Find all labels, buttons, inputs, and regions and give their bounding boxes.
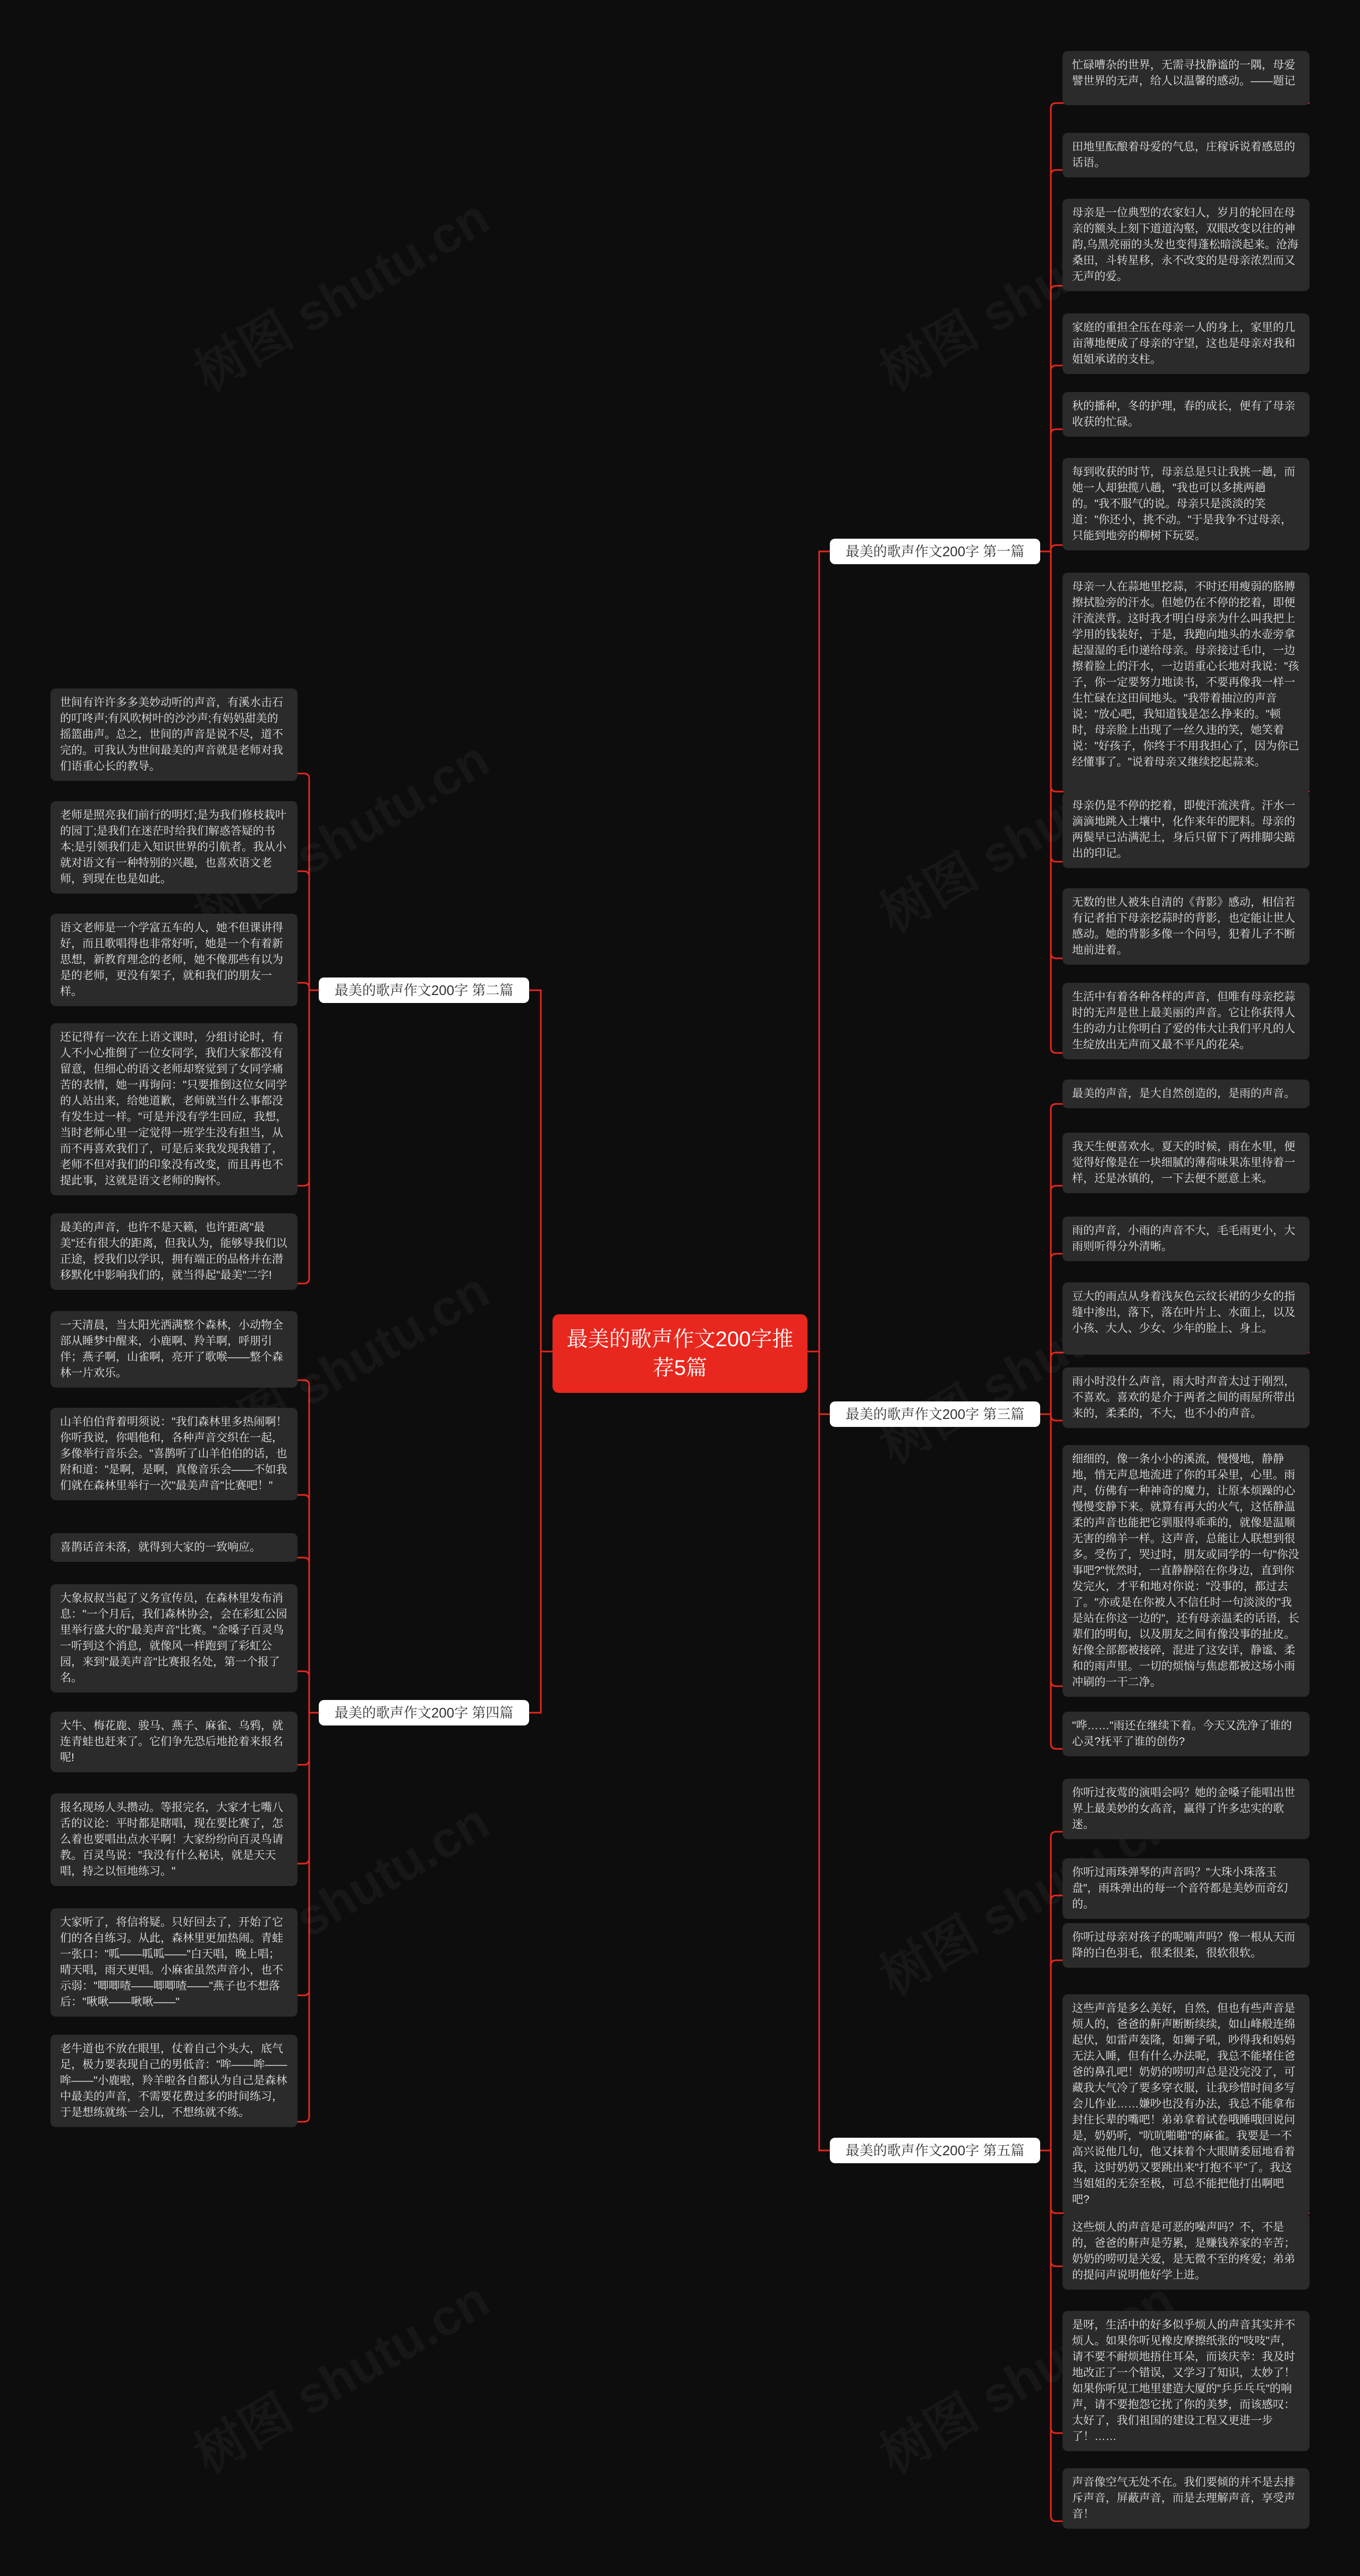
leaf-node[interactable]: 忙碌嘈杂的世界，无需寻找静谧的一隅，母爱譬世界的无声，给人以温馨的感动。——题记 — [1062, 51, 1310, 105]
leaf-node[interactable]: 你听过母亲对孩子的呢喃声吗？像一根从天而降的白色羽毛，很柔很柔，很软很软。 — [1062, 1923, 1310, 1968]
leaf-node[interactable]: 你听过夜莺的演唱会吗？她的金嗓子能唱出世界上最美妙的女高音，赢得了许多忠实的歌迷。 — [1062, 1779, 1310, 1839]
leaf-node[interactable]: 老师是照亮我们前行的明灯;是为我们修枝栽叶的园丁;是我们在迷茫时给我们解惑答疑的书本;是引领我们走入知识世界的引航者。我从小就对语文有一种特别的兴趣，也喜欢语文老师，到现在也是如此。 — [50, 801, 298, 894]
leaf-node[interactable]: 语文老师是一个学富五车的人，她不但课讲得好，而且歌唱得也非常好听，她是一个有着新思想，新教育理念的老师，她不像那些有以为是的老师，更没有架子，就和我们的朋友一样。 — [50, 914, 298, 1006]
leaf-node[interactable]: 大牛、梅花鹿、骏马、燕子、麻雀、乌鸦，就连青蛙也赶来了。它们争先恐后地抢着来报名呢! — [50, 1712, 298, 1772]
leaf-node[interactable]: 豆大的雨点从身着浅灰色云纹长裙的少女的指缝中渗出，落下，落在叶片上、水面上，以及小孩、大人、少女、少年的脸上、身上。 — [1062, 1282, 1310, 1355]
root-branch-connector — [808, 1351, 830, 2150]
leaf-node[interactable]: 细细的，像一条小小的溪流，慢慢地，静静地，悄无声息地流进了你的耳朵里，心里。雨声，仿佛有一种神奇的魔力，让原本烦躁的心慢慢变静下来。就算有再大的火气，这恬静温柔的声音也能把它驯服得乖乖的，就像是温顺无害的绵羊一样。这声音，总能让人联想到很多。受伤了，哭过时，朋友或同学的一句"你没事吧?"恍然时，一直静静陪在你身边，直到你发完火，才平和地对你说："没事的，都过去了。"亦或是在你被人不信任时一句淡淡的"我是站在你这一边的"，还有母亲温柔的话语，长辈们的明旬，以及朋友之间有像没事的扯皮。好像全部都被接碎，混进了这安详，静谧、柔和的雨声里。一切的烦恼与焦虑都被这场小雨冲刷的一干二净。 — [1062, 1445, 1310, 1697]
leaf-node[interactable]: 每到收获的时节，母亲总是只让我挑一趟，而她一人却独揽八趟，"我也可以多挑两趟的。"我不服气的说。母亲只是淡淡的笑道："你还小，挑不动。"于是我争不过母亲，只能到地旁的柳树下玩耍。 — [1062, 458, 1310, 550]
leaf-node[interactable]: 是呀，生活中的好多似乎烦人的声音其实并不烦人。如果你听见橡皮摩擦纸张的"吱吱"声，请不要不耐烦地捂住耳朵，而该庆幸：我及时地改正了一个错误，又学习了知识，太妙了！如果你听见工地里建造大厦的"乒乒乓乓"的响声，请不要抱怨它扰了你的美梦，而该感叹：太好了，我们祖国的建设工程又更进一步了！…… — [1062, 2311, 1310, 2451]
root-branch-connector — [529, 990, 552, 1351]
leaf-node[interactable]: 报名现场人头攒动。等报完名，大家才七嘴八舌的议论：平时都是瞎唱，现在要比赛了，怎么着也要唱出点水平啊！大家纷纷向百灵鸟请教。百灵鸟说："我没有什么秘诀，就是天天唱，持之以恒地练习。" — [50, 1793, 298, 1886]
leaf-node[interactable]: 你听过雨珠弹琴的声音吗？"大珠小珠落玉盘"，雨珠弹出的每一个音符都是美妙而奇幻的。 — [1062, 1858, 1310, 1919]
leaf-node[interactable]: "哗……"雨还在继续下着。今天又洗净了谁的心灵?抚平了谁的创伤? — [1062, 1712, 1310, 1756]
branch-topic-3[interactable]: 最美的歌声作文200字 第三篇 — [830, 1401, 1040, 1427]
leaf-node[interactable]: 无数的世人被朱自清的《背影》感动，相信若有记者拍下母亲挖蒜时的背影，也定能让世人感动。她的背影多像一个问号，犯着儿子不断地前进着。 — [1062, 888, 1310, 965]
leaf-node[interactable]: 我天生便喜欢水。夏天的时候，雨在水里，便觉得好像是在一块细腻的薄荷味果冻里待着一样，还是冰镇的，一下去便不愿意上来。 — [1062, 1133, 1310, 1193]
leaf-node[interactable]: 大家听了，将信将疑。只好回去了，开始了它们的各自练习。从此，森林里更加热闹。青蛙一张口："呱——呱呱——"白天唱，晚上唱；晴天唱，雨天更唱。小麻雀虽然声音小，也不示弱："唧唧喳——唧唧喳——"燕子也不想落后："啾啾——啾啾——" — [50, 1908, 298, 2017]
branch-topic-1[interactable]: 最美的歌声作文200字 第一篇 — [830, 539, 1040, 564]
leaf-node[interactable]: 山羊伯伯背着明须说："我们森林里多热闹啊！你听我说，你唱他和，各种声音交织在一起，多像举行音乐会。"喜鹊听了山羊伯伯的话，也附和道："是啊，是啊，真像音乐会——不如我们就在森林里举行一次"最美声音"比赛吧！" — [50, 1408, 298, 1500]
branch-topic-5[interactable]: 最美的歌声作文200字 第五篇 — [830, 2138, 1040, 2163]
root-topic[interactable]: 最美的歌声作文200字推荐5篇 — [552, 1314, 808, 1393]
leaf-node[interactable]: 家庭的重担全压在母亲一人的身上，家里的几亩薄地便成了母亲的守望，这也是母亲对我和姐姐承诺的支柱。 — [1062, 313, 1310, 374]
leaf-node[interactable]: 喜鹊话音未落，就得到大家的一致响应。 — [50, 1533, 298, 1562]
branch-topic-2[interactable]: 最美的歌声作文200字 第二篇 — [319, 977, 529, 1003]
branch-topic-4[interactable]: 最美的歌声作文200字 第四篇 — [319, 1700, 529, 1725]
leaf-node[interactable]: 还记得有一次在上语文课时，分组讨论时，有人不小心推倒了一位女同学，我们大家都没有留意，但细心的语文老师却察觉到了女同学痛苦的表情，她一再询问："只要推倒这位女同学的人站出来，给她道歉，老师就当什么事都没有发生过一样。"可是并没有学生回应，我想，当时老师心里一定觉得一班学生没有担当，从而不再喜欢我们了，可是后来我发现我错了，老师不但对我们的印象没有改变，而且再也不提此事，这就是语文老师的胸怀。 — [50, 1023, 298, 1195]
leaf-node[interactable]: 秋的播种，冬的护理，春的成长，便有了母亲收获的忙碌。 — [1062, 392, 1310, 437]
leaf-node[interactable]: 田地里酝酿着母爱的气息，庄稼诉说着感恩的话语。 — [1062, 133, 1310, 177]
leaf-node[interactable]: 生活中有着各种各样的声音，但唯有母亲挖蒜时的无声是世上最美丽的声音。它让你获得人生的动力让你明白了爱的伟大让我们平凡的人生绽放出无声而又最不平凡的花朵。 — [1062, 983, 1310, 1059]
leaf-node[interactable]: 大象叔叔当起了义务宣传员，在森林里发布消息："一个月后，我们森林协会，会在彩虹公园里举行盛大的"最美声音"比赛。"金嗓子百灵鸟一听到这个消息，就像风一样跑到了彩虹公园，来到"最美声音"比赛报名处，第一个报了名。 — [50, 1584, 298, 1693]
leaf-node[interactable]: 声音像空气无处不在。我们要倾的并不是去排斥声音，屏蔽声音，而是去理解声音，享受声音！ — [1062, 2468, 1310, 2529]
leaf-node[interactable]: 这些声音是多么美好，自然，但也有些声音是烦人的，爸爸的鼾声断断续续，如山峰般连绵起伏，如雷声轰隆，如狮子吼，吵得我和妈妈无法入睡，但有什么办法呢，我总不能堵住爸爸的鼻孔吧！奶奶的唠叨声总是没完没了，可藏我大气冷了要多穿衣服，让我珍惜时间多写会儿作业……嫌吵也没有办法，我总不能拿布封住长辈的嘴吧！弟弟拿着试卷哦睡哦回说问是，奶奶听，"吭吭啪啪"的麻雀。我要是一不高兴说他几句，他又抹着个大眼睛委屈地看着我，这时奶奶又要跳出来"打抱不平"了。我这当姐姐的无奈至极，可总不能把他打出啊吧吧? — [1062, 1994, 1310, 2215]
leaf-node[interactable]: 母亲是一位典型的农家妇人，岁月的轮回在母亲的额头上刻下道道沟壑，双眼改变以往的神韵,乌黑亮丽的头发也变得蓬松暗淡起来。沧海桑田，斗转星移，永不改变的是母亲浓烈而又无声的爱。 — [1062, 199, 1310, 291]
leaf-node[interactable]: 母亲仍是不停的挖着，即使汗流浃背。汗水一滴滴地跳入土壤中，化作来年的肥料。母亲的两鬓早已沾满泥土，身后只留下了两排脚尖踮出的印记。 — [1062, 792, 1310, 868]
leaf-node[interactable]: 雨的声音，小雨的声音不大，毛毛雨更小，大雨则听得分外清晰。 — [1062, 1217, 1310, 1261]
root-branch-connector — [808, 551, 830, 1351]
leaf-node[interactable]: 这些烦人的声音是可恶的噪声吗？不，不是的，爸爸的鼾声是劳累，是赚钱养家的辛苦；奶奶的唠叨是关爱，是无微不至的疼爱；弟弟的提问声说明他好学上进。 — [1062, 2213, 1310, 2290]
leaf-node[interactable]: 母亲一人在蒜地里挖蒜，不时还用瘦弱的胳膊擦拭脸旁的汗水。但她仍在不停的挖着，即便汗流浃背。这时我才明白母亲为什么叫我把上学用的钱装好，于是，我跑向地头的水壶旁拿起湿湿的毛巾递给母亲。母亲接过毛巾，一边擦着脸上的汗水，一边语重心长地对我说："孩子，你一定要努力地读书，不要再像我一样一生忙碌在这田间地头。"我带着抽泣的声音说："放心吧，我知道钱是怎么挣来的。"顿时，母亲脸上出现了一丝久违的笑，她笑着说："好孩子，你终于不用我担心了，因为你已经懂事了。"说着母亲又继续挖起蒜来。 — [1062, 573, 1310, 794]
root-branch-connector — [529, 1351, 552, 1713]
leaf-node[interactable]: 最美的声音，也许不是天籁，也许距离"最美"还有很大的距离，但我认为，能够导我们以正途，授我们以学识，拥有端正的品格并在潜移默化中影响我们的，就当得起"最美"二字! — [50, 1213, 298, 1290]
leaf-node[interactable]: 世间有许许多多美妙动听的声音，有溪水击石的叮咚声;有风吹树叶的沙沙声;有妈妈甜美的摇篮曲声。总之，世间的声音是说不尽，道不完的。可我认为世间最美的声音就是老师对我们语重心长的教导。 — [50, 688, 298, 781]
leaf-node[interactable]: 最美的声音，是大自然创造的，是雨的声音。 — [1062, 1079, 1310, 1108]
leaf-node[interactable]: 雨小时没什么声音，雨大时声音太过于刚烈，不喜欢。喜欢的是介于两者之间的雨屋所带出来的，柔柔的，不大，也不小的声音。 — [1062, 1367, 1310, 1428]
leaf-node[interactable]: 老牛道也不放在眼里，仗着自己个头大，底气足，极力要表现自己的男低音："哞——哞——哞——"小鹿啦，羚羊啦各自都认为自己是森林中最美的声音，不需要花费过多的时间练习，于是想练就练一会儿，不想练就不练。 — [50, 2035, 298, 2127]
leaf-node[interactable]: 一天清晨，当太阳光洒满整个森林，小动物全部从睡梦中醒来，小鹿啊、羚羊啊，呼朋引伴；燕子啊，山雀啊，亮开了歌喉——整个森林一片欢乐。 — [50, 1311, 298, 1388]
